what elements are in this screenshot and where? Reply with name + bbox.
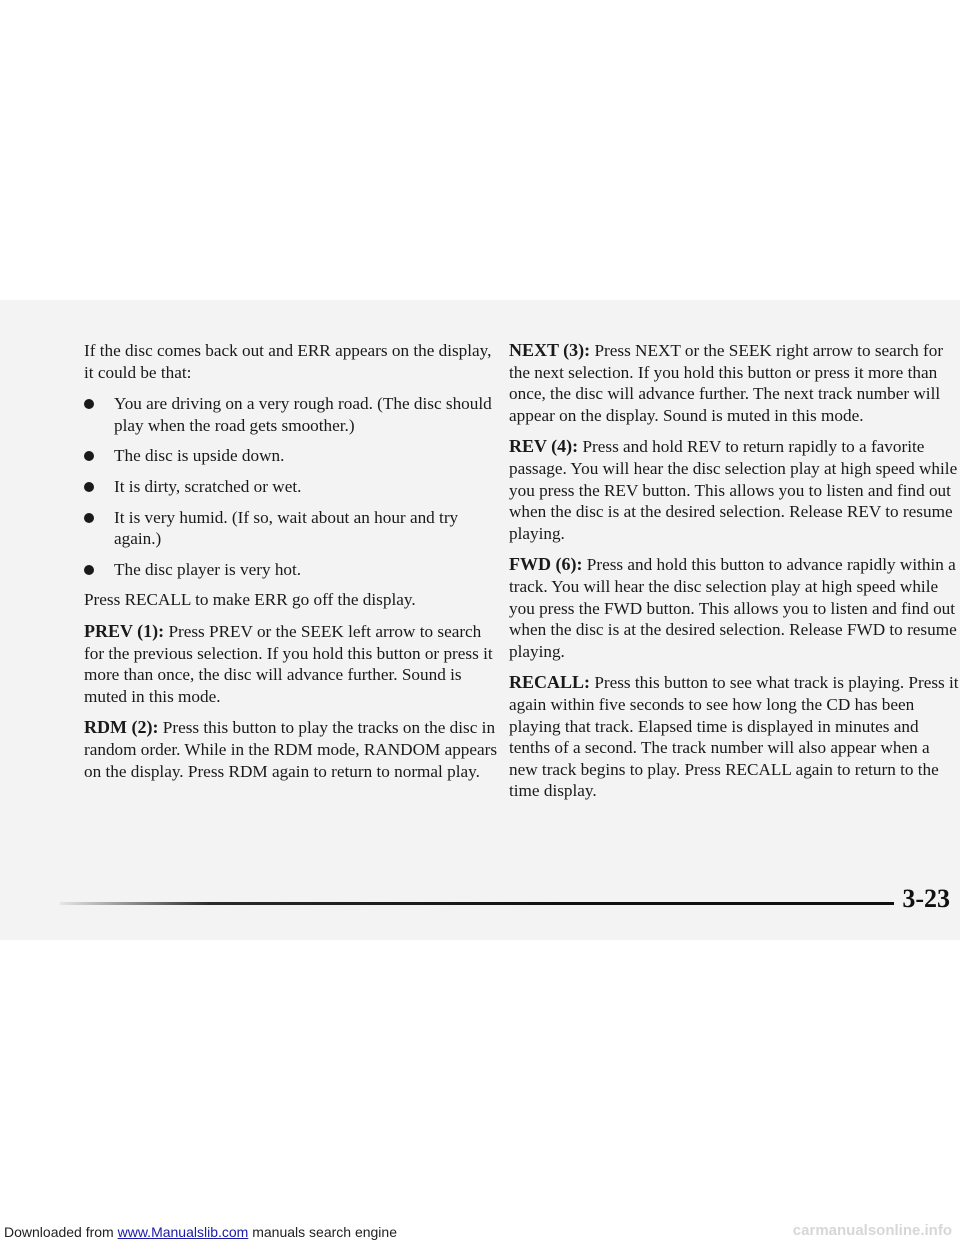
rdm-paragraph <box>84 717 504 782</box>
rev-label: REV (4): <box>509 436 579 457</box>
list-item: The disc is upside down. <box>84 445 504 467</box>
top-margin <box>0 0 960 300</box>
recall-note: Press RECALL to make ERR go off the display. <box>84 590 416 610</box>
next-text: Press NEXT or the SEEK right arrow to search for the next selection. If you hold this button or press it more than once, the disc will advance further. The next track number will appear on the display. Sound is muted in this mode. <box>509 341 944 425</box>
bullet-icon <box>84 399 94 409</box>
right-column <box>509 340 959 812</box>
bullet-icon <box>84 565 94 575</box>
bullet-icon <box>84 451 94 461</box>
fwd-paragraph <box>509 554 959 662</box>
footer-rule <box>60 902 894 905</box>
download-credit: Downloaded from www.Manualslib.com manuals search engine <box>4 1224 397 1240</box>
fwd-text: Press and hold this button to advance rapidly within a track. You will hear the disc selection play at high speed while you press the FWD button. This allows you to listen and find out when the disc is at the desired selection. Release FWD to resume playing. <box>509 555 957 661</box>
err-intro: If the disc comes back out and ERR appears on the display, it could be that: <box>84 341 492 382</box>
rdm-text: Press this button to play the tracks on the disc in random order. While in the RDM mode, RANDOM appears on the display. Press RDM again to return to normal play. <box>84 718 498 781</box>
recall-text: Press this button to see what track is playing. Press it again within five seconds to see how long the CD has been playing that track. Elapsed time is displayed in minutes and tenths of a second. The track number will also appear when a new track begins to play. Press RECALL again to return to the time display. <box>509 673 959 801</box>
left-column <box>84 340 504 792</box>
watermark: carmanualsonline.info <box>792 1222 952 1239</box>
prev-text: Press PREV or the SEEK left arrow to search for the previous selection. If you hold this button or press it more than once, the disc will advance further. Sound is muted in this mode. <box>84 621 493 706</box>
next-label: NEXT (3): <box>509 340 591 360</box>
list-item: You are driving on a very rough road. (The disc should play when the road gets smoother.) <box>84 393 504 436</box>
err-causes-list <box>84 393 504 580</box>
rev-paragraph <box>509 436 959 544</box>
recall-label: RECALL: <box>509 672 591 693</box>
page-number: 3-23 <box>902 884 950 913</box>
fwd-label: FWD (6): <box>509 554 583 575</box>
manualslib-link[interactable]: www.Manualslib.com <box>117 1224 249 1240</box>
recall-paragraph <box>509 672 959 802</box>
rev-text: Press and hold REV to return rapidly to a favorite passage. You will hear the disc selection play at high speed while you press the REV button. This allows you to listen and find out when the disc is at the desired selection. Release REV to resume playing. <box>509 437 958 543</box>
bullet-icon <box>84 513 94 523</box>
list-item: It is dirty, scratched or wet. <box>84 476 504 498</box>
bullet-icon <box>84 482 94 492</box>
prev-paragraph <box>84 621 504 707</box>
rdm-label: RDM (2): <box>84 717 159 738</box>
list-item: It is very humid. (If so, wait about an hour and try again.) <box>84 507 504 550</box>
prev-label: PREV (1): <box>84 620 165 641</box>
list-item: The disc player is very hot. <box>84 559 504 581</box>
next-paragraph <box>509 340 959 426</box>
